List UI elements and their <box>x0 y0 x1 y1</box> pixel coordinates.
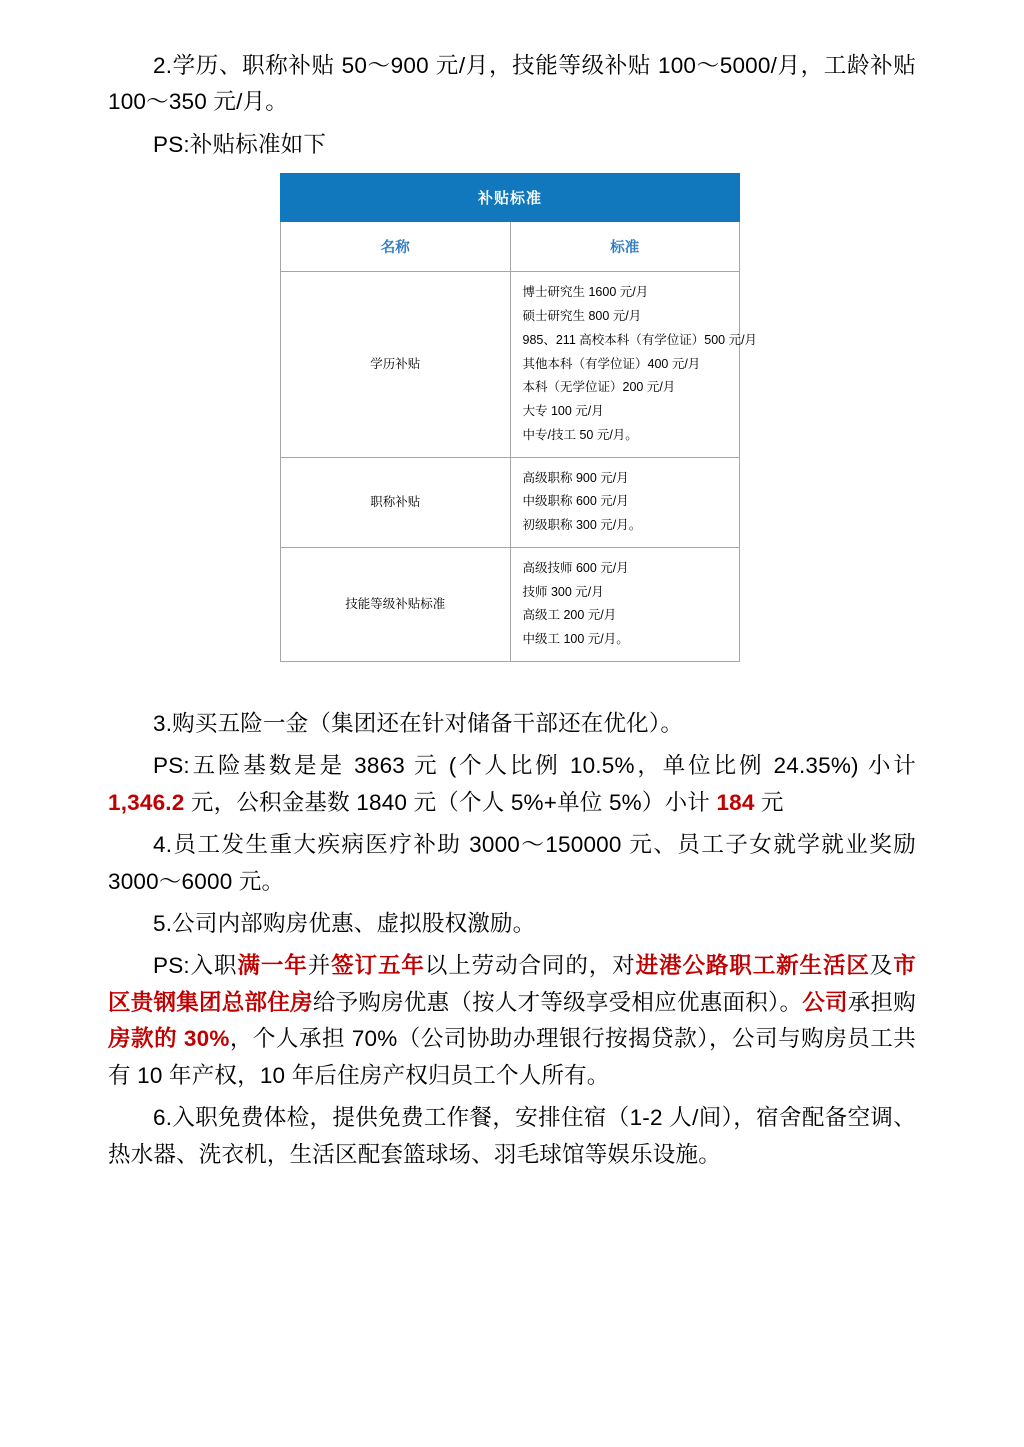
ps-insurance-amount-subtotal: 1,346.2 <box>108 789 185 815</box>
table-title: 补贴标准 <box>281 174 740 222</box>
paragraph-2-text: 2.学历、职称补贴 50～900 元/月，技能等级补贴 100～5000/月，工龄补贴 100～350 元/月。 <box>108 53 916 115</box>
standard-line: 博士研究生 1600 元/月 <box>522 285 649 300</box>
table-row <box>281 547 740 661</box>
paragraph-ps-subsidy-text: PS:补贴标准如下 <box>153 131 327 157</box>
paragraph-5 <box>108 906 916 942</box>
ps-housing-highlight-area-1: 进港公路职工新生活区 <box>635 953 870 979</box>
spacer <box>108 662 916 706</box>
row-name-skill: 技能等级补贴标准 <box>281 547 511 661</box>
paragraph-2 <box>108 48 916 121</box>
ps-housing-run-10: 承担购 <box>847 989 916 1015</box>
ps-housing-run-0: PS:入职 <box>153 953 238 979</box>
paragraph-ps-housing <box>108 948 916 1094</box>
ps-housing-highlight-percent: 房款的 30% <box>108 1026 230 1052</box>
standard-line: 中专/技工 50 元/月。 <box>522 427 638 442</box>
table-row <box>281 457 740 547</box>
standard-line: 高级工 200 元/月 <box>522 608 617 623</box>
standard-line: 高级技师 600 元/月 <box>522 560 629 575</box>
ps-housing-run-2: 并 <box>307 953 332 979</box>
paragraph-ps-insurance <box>108 748 916 821</box>
table-header-name: 名称 <box>281 222 511 272</box>
ps-housing-run-12: ，个人承担 70%（公司协助办理银行按揭贷款），公司与购房员工共有 10 年产权，10 年后住房产权归员工个人所有。 <box>108 1026 917 1088</box>
row-standard-education <box>510 272 758 457</box>
ps-housing-run-6: 及 <box>869 953 894 979</box>
ps-insurance-run-4: 元 <box>754 789 784 815</box>
row-name-title: 职称补贴 <box>281 457 511 547</box>
standard-line: 技师 300 元/月 <box>522 584 604 599</box>
ps-insurance-run-0: PS:五险基数是是 3863 元 (个人比例 10.5%，单位比例 24.35%) 小计 <box>153 753 916 779</box>
standard-line: 高级职称 900 元/月 <box>522 470 629 485</box>
standard-line: 中级工 100 元/月。 <box>522 632 629 647</box>
table-header-standard: 标准 <box>510 222 740 272</box>
paragraph-ps-subsidy <box>108 127 916 163</box>
paragraph-6-text: 6.入职免费体检，提供免费工作餐，安排住宿（1-2 人/间），宿舍配备空调、热水器、洗衣机，生活区配套篮球场、羽毛球馆等娱乐设施。 <box>108 1105 916 1167</box>
standard-line: 中级职称 600 元/月 <box>522 494 629 509</box>
standard-line: 其他本科（有学位证）400 元/月 <box>522 356 701 371</box>
paragraph-3-text: 3.购买五险一金（集团还在针对储备干部还在优化）。 <box>153 710 684 736</box>
paragraph-4 <box>108 827 916 900</box>
ps-housing-run-4: 以上劳动合同的，对 <box>424 953 636 979</box>
ps-housing-run-8: 给予购房优惠（按人才等级享受相应优惠面积）。 <box>312 989 803 1015</box>
row-standard-title <box>510 457 740 547</box>
standard-line: 985、211 高校本科（有学位证）500 元/月 <box>522 332 758 347</box>
ps-housing-highlight-area-2: 市区贵钢集团总部住房 <box>108 953 916 1015</box>
standard-line: 大专 100 元/月 <box>522 404 604 419</box>
table-row <box>281 272 740 457</box>
row-name-education: 学历补贴 <box>281 272 511 457</box>
ps-housing-highlight-five-years: 签订五年 <box>331 953 425 979</box>
ps-housing-highlight-company: 公司 <box>802 989 848 1015</box>
paragraph-6 <box>108 1100 916 1173</box>
ps-housing-highlight-one-year: 满一年 <box>237 953 308 979</box>
standard-line: 本科（无学位证）200 元/月 <box>522 380 676 395</box>
ps-insurance-fund-subtotal: 184 <box>716 789 755 815</box>
paragraph-3 <box>108 706 916 742</box>
table-header-row <box>281 222 740 272</box>
subsidy-table-container <box>280 173 758 662</box>
standard-line: 硕士研究生 800 元/月 <box>522 309 642 324</box>
ps-insurance-run-2: 元，公积金基数 1840 元（个人 5%+单位 5%）小计 <box>184 789 717 815</box>
paragraph-4-text: 4.员工发生重大疾病医疗补助 3000～150000 元、员工子女就学就业奖励 3000～6000 元。 <box>108 832 916 894</box>
table-title-row <box>281 174 740 222</box>
row-standard-skill <box>510 547 740 661</box>
subsidy-table <box>280 173 758 662</box>
standard-line: 初级职称 300 元/月。 <box>522 518 642 533</box>
paragraph-5-text: 5.公司内部购房优惠、虚拟股权激励。 <box>153 911 536 936</box>
